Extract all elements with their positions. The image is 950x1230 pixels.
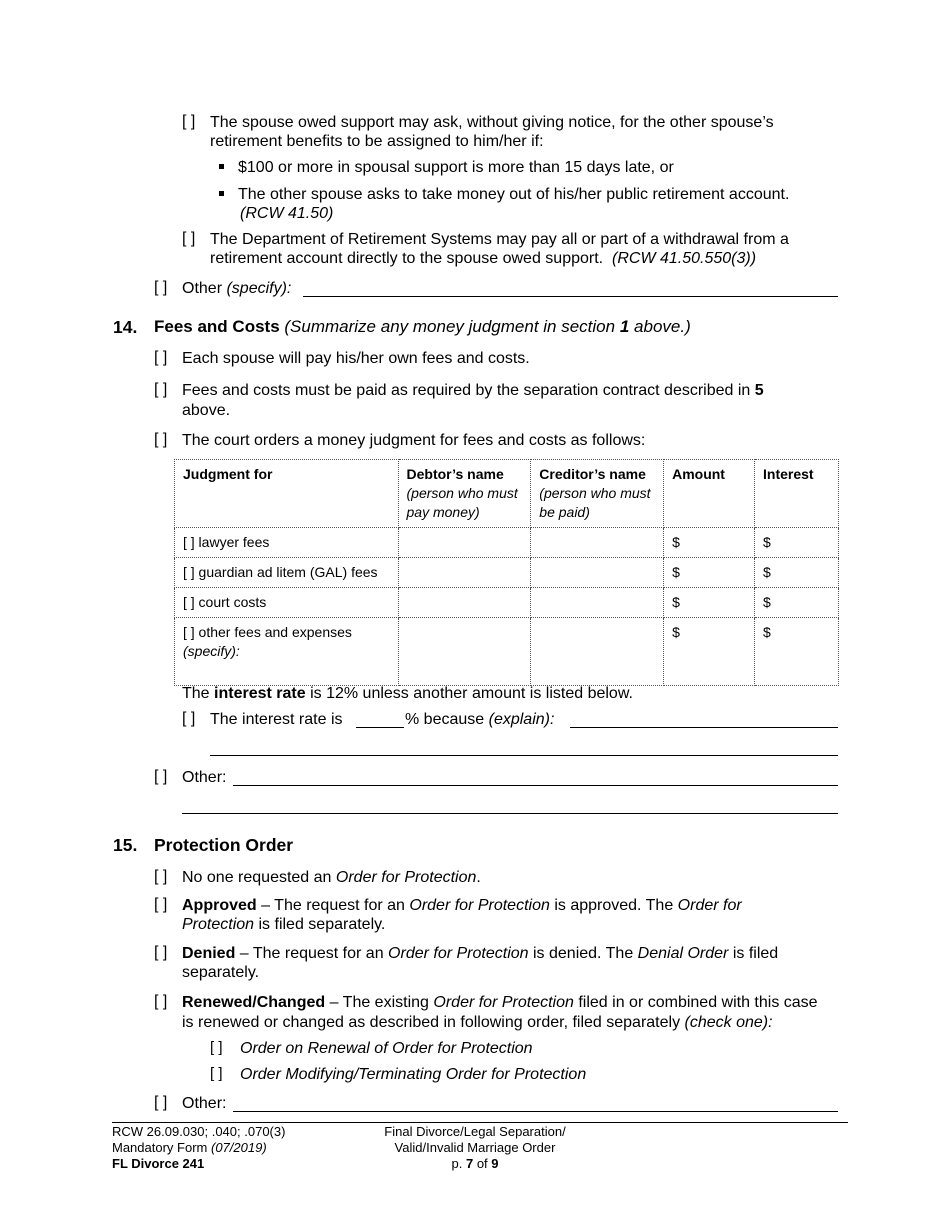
approved-c: is approved. The <box>554 897 674 914</box>
citation: (RCW 41.50) <box>240 205 334 222</box>
fees-option-2-num: 5 <box>754 382 764 399</box>
table-row <box>175 558 839 588</box>
interest-rate-statement <box>182 684 633 704</box>
fees-option-3: The court orders a money judgment for fees and costs as follows: <box>182 432 646 449</box>
approved-option <box>182 896 742 916</box>
header-debtor-note: (person who must pay money) <box>406 485 518 520</box>
checkbox[interactable]: [ ] <box>154 868 168 885</box>
renewed-d: is renewed or changed as described in following order, filed separately <box>182 1014 681 1031</box>
other-field-2[interactable] <box>182 813 838 814</box>
page-of: of <box>476 1156 488 1171</box>
section-title: Protection Order <box>154 835 294 855</box>
denied-d: Denial Order <box>637 945 729 962</box>
debtor-cell[interactable] <box>398 618 531 686</box>
footer-page <box>375 1156 575 1172</box>
denied-label: Denied <box>182 945 236 962</box>
checkbox[interactable]: [ ] <box>154 896 168 913</box>
section-note: (Summarize any money judgment in section <box>284 317 616 336</box>
section-note-end: above.) <box>634 317 691 336</box>
interest-b: interest rate <box>214 685 306 702</box>
table-row <box>175 588 839 618</box>
row-label[interactable]: [ ] guardian ad litem (GAL) fees <box>175 558 399 588</box>
footer-center <box>375 1124 575 1172</box>
renewed-option-2 <box>182 1013 773 1033</box>
table-row <box>175 618 839 686</box>
header-creditor-note: (person who must be paid) <box>539 485 651 520</box>
denied-c: is denied. The <box>533 945 634 962</box>
page-p: p. <box>451 1156 463 1171</box>
other-specify-field[interactable] <box>303 296 838 297</box>
changed-label: Changed <box>256 994 326 1011</box>
header-creditor <box>531 460 664 528</box>
checkbox[interactable]: [ ] <box>182 710 196 727</box>
interest-because <box>405 710 554 730</box>
interest-cell[interactable]: $ <box>755 618 839 686</box>
because-label: % because <box>405 711 485 728</box>
renewed-option <box>182 993 818 1013</box>
interest-cell[interactable]: $ <box>755 528 839 558</box>
debtor-cell[interactable] <box>398 558 531 588</box>
section-title: Fees and Costs <box>154 317 280 336</box>
approved-d: Order for <box>677 897 742 914</box>
amount-cell[interactable]: $ <box>664 528 755 558</box>
drs-text-2a: retirement account directly to the spouse owed support. <box>210 250 604 267</box>
other-label: Other: <box>182 1095 227 1112</box>
opt1-a: No one requested an <box>182 869 332 886</box>
specify-label: (specify): <box>226 280 292 297</box>
header-debtor <box>398 460 531 528</box>
denied-option-2: separately. <box>182 964 260 981</box>
bullet-item: The other spouse asks to take money out of his/her public retirement account. <box>238 186 790 203</box>
footer-form-id: FL Divorce 241 <box>112 1156 205 1171</box>
footer-title-2: Valid/Invalid Marriage Order <box>394 1140 556 1155</box>
table-row <box>175 528 839 558</box>
fees-option-2b: above. <box>182 402 231 419</box>
debtor-cell[interactable] <box>398 528 531 558</box>
section-number: 15. <box>113 835 138 855</box>
citation: (RCW 41.50.550(3)) <box>612 250 757 267</box>
renewed-slash: / <box>252 994 257 1011</box>
interest-cell[interactable]: $ <box>755 558 839 588</box>
opt1-c: . <box>476 869 481 886</box>
section-number: 14. <box>113 317 138 337</box>
drs-text-2 <box>210 249 756 269</box>
row-label[interactable]: [ ] court costs <box>175 588 399 618</box>
approved-e: Protection <box>182 916 255 933</box>
footer-divider <box>112 1122 848 1123</box>
footer-mandatory-date: (07/2019) <box>211 1140 267 1155</box>
footer-title-1: Final Divorce/Legal Separation/ <box>384 1124 566 1139</box>
section-note-num: 1 <box>619 317 630 336</box>
renewed-a: – The existing <box>329 994 429 1011</box>
checkbox[interactable]: [ ] <box>154 768 168 785</box>
page-num: 7 <box>465 1156 474 1171</box>
footer-rcw: RCW 26.09.030; .040; .070(3) <box>112 1124 286 1139</box>
renewed-c: filed in or combined with this case <box>578 994 818 1011</box>
interest-cell[interactable]: $ <box>755 588 839 618</box>
creditor-cell[interactable] <box>531 618 664 686</box>
amount-cell[interactable]: $ <box>664 558 755 588</box>
header-interest: Interest <box>755 460 839 528</box>
other-field[interactable] <box>233 785 838 786</box>
debtor-cell[interactable] <box>398 588 531 618</box>
row-label[interactable] <box>175 618 399 686</box>
creditor-cell[interactable] <box>531 558 664 588</box>
interest-c: is 12% unless another amount is listed below. <box>310 685 633 702</box>
interest-a: The <box>182 685 210 702</box>
footer-mandatory-label: Mandatory Form <box>112 1140 208 1155</box>
explain-label: (explain): <box>488 711 555 728</box>
checkbox[interactable]: [ ] <box>210 1039 223 1056</box>
table-header-row <box>175 460 839 528</box>
creditor-cell[interactable] <box>531 588 664 618</box>
retirement-assign-text: The spouse owed support may ask, without giving notice, for the other spouse’s <box>210 114 774 131</box>
header-creditor-label: Creditor’s name <box>539 466 646 482</box>
explain-field[interactable] <box>570 727 838 728</box>
other-specify <box>182 279 291 299</box>
amount-cell[interactable]: $ <box>664 588 755 618</box>
approved-f: is filed separately. <box>258 916 386 933</box>
other-field[interactable] <box>233 1111 838 1112</box>
header-amount: Amount <box>664 460 755 528</box>
checkbox[interactable]: [ ] <box>154 279 168 296</box>
interest-rate-field[interactable] <box>356 727 404 728</box>
checkbox[interactable]: [ ] <box>182 113 196 130</box>
footer-left <box>112 1124 285 1172</box>
sub-option-renewal: Order on Renewal of Order for Protection <box>240 1040 533 1057</box>
drs-text: The Department of Retirement Systems may pay all or part of a withdrawal from a <box>210 231 789 248</box>
header-judgment: Judgment for <box>175 460 399 528</box>
amount-cell[interactable]: $ <box>664 618 755 686</box>
explain-field-2[interactable] <box>210 755 838 756</box>
approved-a: – The request for an <box>261 897 405 914</box>
bullet-icon <box>219 164 224 169</box>
row-label-note: (specify): <box>183 643 240 659</box>
retirement-assign-text-2: retirement benefits to be assigned to him/her if: <box>210 133 544 150</box>
fees-option-1: Each spouse will pay his/her own fees and costs. <box>182 350 530 367</box>
approved-label: Approved <box>182 897 257 914</box>
page-total: 9 <box>491 1156 499 1171</box>
row-label-text: [ ] other fees and expenses <box>183 624 352 640</box>
row-label[interactable]: [ ] lawyer fees <box>175 528 399 558</box>
other-label: Other: <box>182 769 227 786</box>
denied-b: Order for Protection <box>388 945 529 962</box>
fees-option-2 <box>182 381 764 401</box>
sub-option-modifying: Order Modifying/Terminating Order for Protection <box>240 1066 587 1083</box>
renewed-b: Order for Protection <box>433 994 574 1011</box>
bullet-icon <box>219 191 224 196</box>
protection-option-1 <box>182 868 481 888</box>
footer-mandatory <box>112 1140 285 1156</box>
fees-table <box>174 459 839 686</box>
section-heading <box>154 317 691 337</box>
header-debtor-label: Debtor’s name <box>406 466 504 482</box>
approved-b: Order for Protection <box>409 897 550 914</box>
fees-option-2a: Fees and costs must be paid as required by the separation contract described in <box>182 382 751 399</box>
interest-rate-label: The interest rate is <box>210 711 343 728</box>
denied-option <box>182 944 778 964</box>
checkbox[interactable]: [ ] <box>154 944 168 961</box>
approved-option-2 <box>182 915 385 935</box>
opt1-b: Order for Protection <box>335 869 477 886</box>
checkbox[interactable]: [ ] <box>154 381 168 398</box>
denied-e: is filed <box>732 945 779 962</box>
checkbox[interactable]: [ ] <box>154 349 168 366</box>
creditor-cell[interactable] <box>531 528 664 558</box>
other-label: Other <box>182 280 223 297</box>
bullet-item: $100 or more in spousal support is more than 15 days late, or <box>238 159 674 176</box>
renewed-label: Renewed <box>182 994 253 1011</box>
checkbox[interactable]: [ ] <box>154 431 168 448</box>
checkbox[interactable]: [ ] <box>182 230 196 247</box>
checkbox[interactable]: [ ] <box>154 1094 168 1111</box>
checkbox[interactable]: [ ] <box>154 993 168 1010</box>
denied-a: – The request for an <box>239 945 384 962</box>
checkbox[interactable]: [ ] <box>210 1065 223 1082</box>
renewed-e: (check one): <box>684 1014 773 1031</box>
